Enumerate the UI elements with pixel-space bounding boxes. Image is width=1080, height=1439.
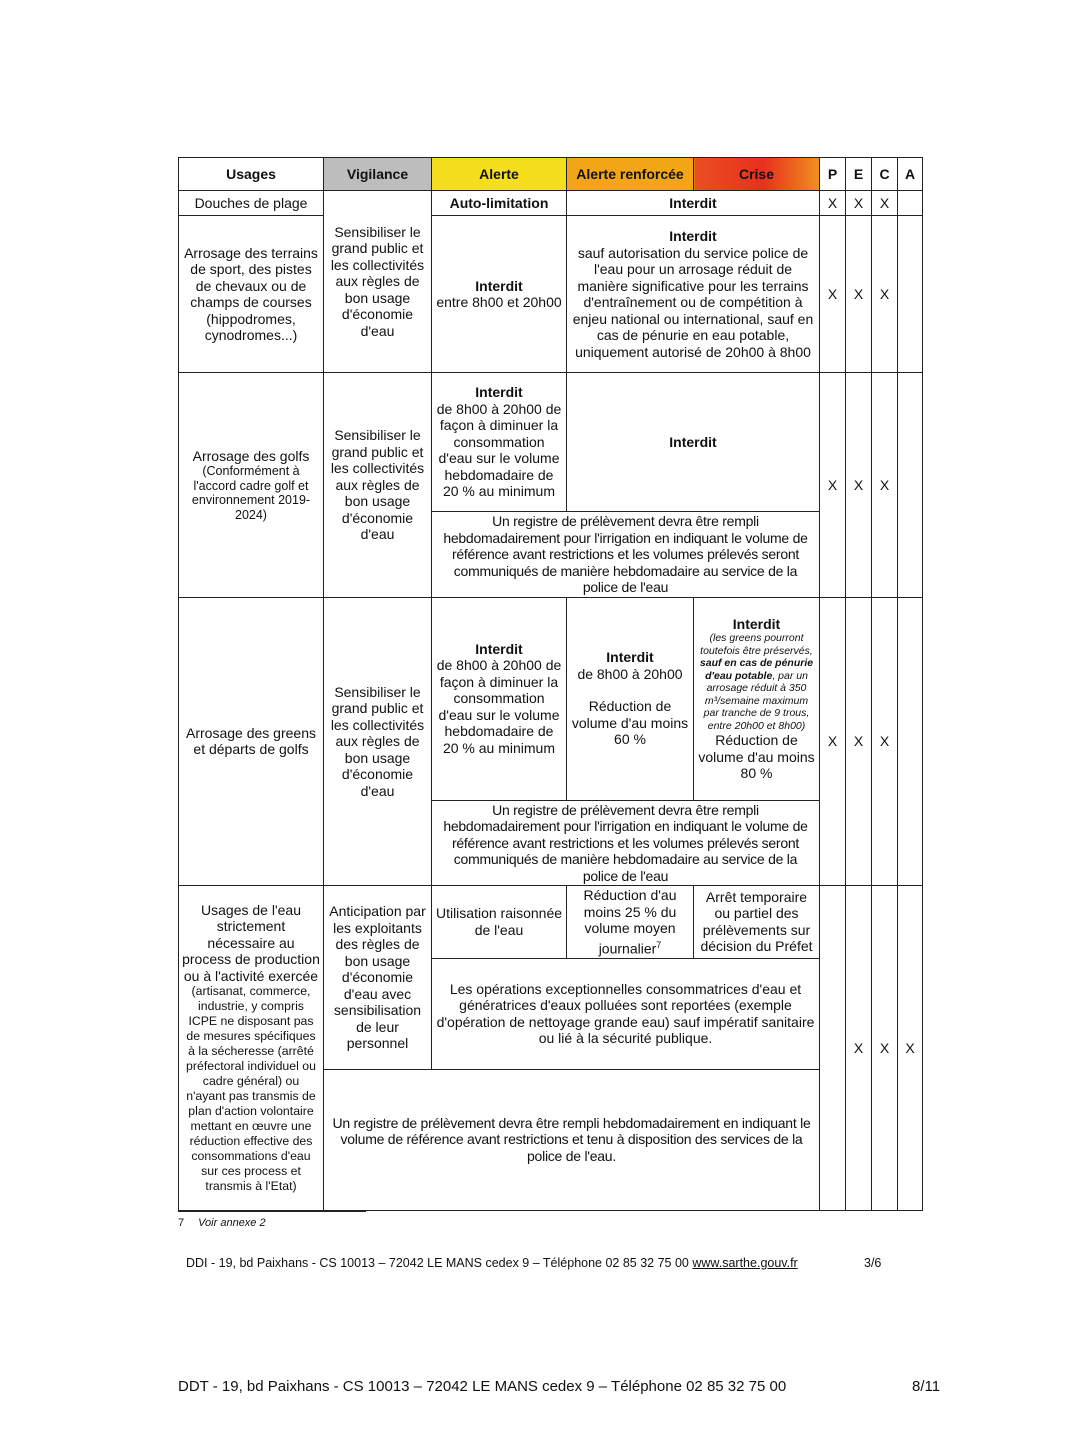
crise-terrains-title: Interdit [669,228,717,244]
header-e: E [846,158,872,191]
renforcee-greens-title: Interdit [606,649,654,666]
header-p: P [820,158,846,191]
usage-process-main: Usages de l'eau strictement nécessaire au process de production ou à l'activité exercée [182,901,320,984]
alerte-terrains-text: entre 8h00 et 20h00 [436,294,562,310]
header-usages: Usages [179,158,324,191]
alerte-greens-title: Interdit [475,640,523,657]
mark-e-greens: X [846,597,872,886]
footnote [178,1217,266,1229]
inner-footer-link[interactable]: www.sarthe.gouv.fr [692,1256,798,1270]
mark-p-greens: X [820,597,846,886]
row-greens [179,597,923,800]
usage-process [179,886,324,1211]
vigilance-process: Anticipation par les exploitants des règles de bon usage d'économie d'eau avec sensibilisation de leur personnel [324,886,432,1070]
alerte-terrains-title: Interdit [475,277,523,294]
operations-process: Les opérations exceptionnelles consommatrices d'eau et génératrices d'eaux polluées sont reportées (exemple d'opération de nettoyage grande eau) sauf impératif sanitaire ou lié à la sécurité publique. [432,958,820,1069]
inner-page-number: 3/6 [864,1256,882,1270]
registre-greens: Un registre de prélèvement devra être rempli hebdomadairement pour l'irrigation en indiquant le volume de référence avant restrictions et les volumes prélevés seront communiqués de manière hebdomadaire au service de la police de l'eau [432,800,820,886]
alerte-golfs-title: Interdit [475,384,523,401]
footnote-ref-7: 7 [656,939,662,950]
alerte-douches: Auto-limitation [432,191,567,216]
alerte-greens-text: de 8h00 à 20h00 de façon à diminuer la consommation d'eau sur le volume hebdomadaire de 20 % au minimum [436,657,562,756]
footnote-number: 7 [178,1217,185,1229]
usages-restrictions-table [178,157,923,1211]
header-crise: Crise [694,158,820,191]
usage-terrains: Arrosage des terrains de sport, des pistes de chevaux ou de champs de courses (hippodromes, cynodromes...) [179,216,324,373]
usage-golfs-note: (Conformément à l'accord cadre golf et environnement 2019-2024) [191,464,311,522]
header-c: C [872,158,898,191]
header-vigilance: Vigilance [324,158,432,191]
row-terrains [179,216,923,373]
alerte-terrains [432,216,567,373]
crise-terrains [567,216,820,373]
header-a: A [898,158,923,191]
mark-a-terrains [898,216,923,373]
outer-page-number: 8/11 [912,1378,941,1395]
footnote-rule [178,1211,366,1212]
crise-greens-note-b: sauf en cas de pénurie d'eau potable [699,657,814,682]
row-process [179,886,923,959]
mark-a-golfs [898,373,923,598]
mark-c-greens: X [872,597,898,886]
renforcee-greens-spacer [570,682,690,698]
crise-greens-note-c: , par un arrosage réduit à 350 m³/semaine maximum par tranche de 9 trous, entre 20h00 et 8h00) [703,669,810,732]
registre-golfs: Un registre de prélèvement devra être rempli hebdomadairement pour l'irrigation en indiquant le volume de référence avant restrictions et les volumes prélevés seront communiqués de manière hebdomadaire au service de la police de l'eau [432,512,820,598]
mark-a-douches [898,191,923,216]
mark-p-process [820,886,846,1211]
renforcee-crise-golfs: Interdit [567,373,820,512]
crise-greens [694,597,820,800]
mark-c-douches: X [872,191,898,216]
mark-p-terrains: X [820,216,846,373]
crise-greens-title: Interdit [732,615,781,632]
usage-golfs-title: Arrosage des golfs [192,447,310,464]
alerte-greens [432,597,567,800]
vigilance-greens: Sensibiliser le grand public et les collectivités aux règles de bon usage d'économie d'eau [324,597,432,886]
alerte-golfs-text: de 8h00 à 20h00 de façon à diminuer la consommation d'eau sur le volume hebdomadaire de 20 % au minimum [436,400,562,500]
registre-process: Un registre de prélèvement devra être rempli hebdomadairement en indiquant le volume de référence avant restrictions et tenu à disposition des services de la police de l'eau. [324,1069,820,1210]
usage-greens: Arrosage des greens et départs de golfs [179,597,324,886]
usage-douches: Douches de plage [179,191,324,216]
renforcee-process-text: Réduction d'au moins 25 % du volume moyen journalier [583,887,677,957]
mark-e-process: X [846,886,872,1211]
mark-e-golfs: X [846,373,872,598]
header-row [179,158,923,191]
crise-terrains-text: sauf autorisation du service police de l'eau pour un arrosage réduit de manière significative pour les terrains d'entraînement ou de compétition à enjeu national ou international, sauf en cas de pénurie en eau potable, uniquement autorisé de 20h00 à 8h00 [572,244,814,360]
mark-e-terrains: X [846,216,872,373]
renforcee-crise-douches: Interdit [567,191,820,216]
usage-process-detail: (artisanat, commerce, industrie, y compris ICPE ne disposant pas de mesures spécifiques à la sécheresse (arrêté préfectoral individuel ou cadre général) ou n'ayant pas transmis de plan d'action volontaire mettant en œuvre une réduction effective des consommations d'eau sur ces process et transmis à l'Etat) [186,984,316,1194]
vigilance-terrains: Sensibiliser le grand public et les collectivités aux règles de bon usage d'économie d'eau [324,191,432,373]
crise-process: Arrêt temporaire ou partiel des prélèvements sur décision du Préfet [694,886,820,959]
crise-greens-text: Réduction de volume d'au moins 80 % [698,732,815,781]
mark-a-greens [898,597,923,886]
mark-c-process: X [872,886,898,1211]
footnote-text: Voir annexe 2 [198,1217,266,1229]
mark-c-terrains: X [872,216,898,373]
crise-greens-note-a: (les greens pourront toutefois être préservés, [700,632,813,657]
vigilance-golfs: Sensibiliser le grand public et les collectivités aux règles de bon usage d'économie d'eau [324,373,432,598]
header-alerte: Alerte [432,158,567,191]
usage-golfs [179,373,324,598]
crise-greens-note [697,632,816,732]
mark-a-process: X [898,886,923,1211]
mark-p-golfs: X [820,373,846,598]
renforcee-greens-text1: de 8h00 à 20h00 [577,665,683,682]
mark-c-golfs: X [872,373,898,598]
outer-footer-address: DDT - 19, bd Paixhans - CS 10013 – 72042 LE MANS cedex 9 – Téléphone 02 85 32 75 00 [178,1378,787,1395]
row-douches [179,191,923,216]
renforcee-greens-text2: Réduction de volume d'au moins 60 % [571,698,689,748]
header-alerte-renforcee: Alerte renforcée [567,158,694,191]
row-golfs [179,373,923,512]
inner-footer [186,1256,798,1270]
renforcee-greens [567,597,694,800]
alerte-golfs [432,373,567,512]
mark-p-douches: X [820,191,846,216]
alerte-process: Utilisation raisonnée de l'eau [432,886,567,959]
renforcee-process [567,886,694,959]
inner-footer-address: DDI - 19, bd Paixhans - CS 10013 – 72042 LE MANS cedex 9 – Téléphone 02 85 32 75 00 [186,1256,693,1270]
mark-e-douches: X [846,191,872,216]
